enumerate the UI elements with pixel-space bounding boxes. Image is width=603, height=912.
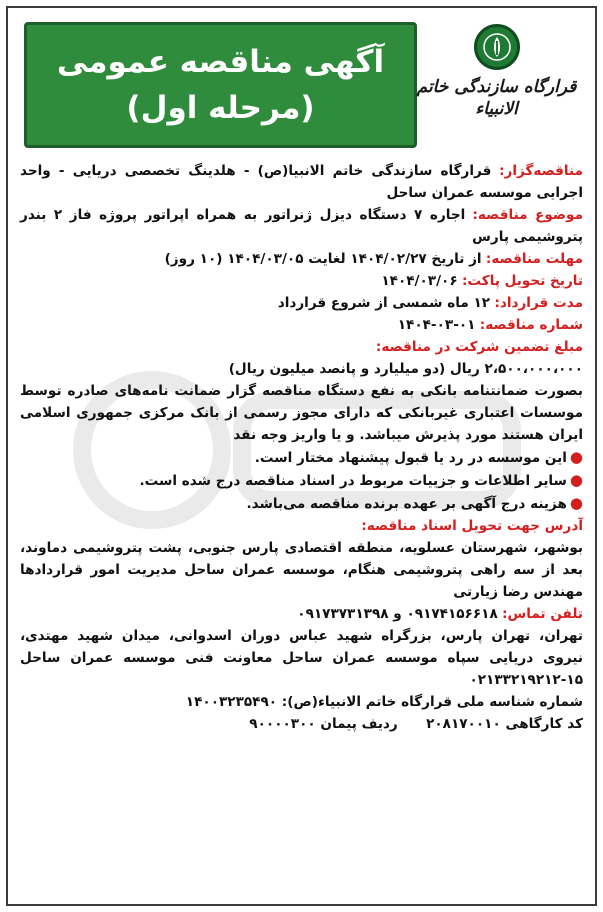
bullet-text-1: این موسسه در رد یا قبول پیشنهاد مختار است. <box>254 450 567 466</box>
organization-logo <box>414 22 579 148</box>
national-id: شماره شناسه ملی قرارگاه خاتم الانبیاء(ص): ۱۴۰۰۳۲۳۵۴۹۰ <box>185 694 583 710</box>
contract-row: ردیف پیمان ۹۰۰۰۰۳۰۰ <box>249 716 398 732</box>
bullet-item: ●سایر اطلاعات و جزییات مربوط در اسناد مناقصه درج شده است. <box>139 471 583 489</box>
phone-label: تلفن تماس: <box>502 606 583 622</box>
duration-value: ۱۲ ماه شمسی از شروع قرارداد <box>277 295 491 311</box>
title-line-2: (مرحله اول) <box>126 90 315 126</box>
organization-logo-text: قرارگاه سازندگی خاتم الانبیاء <box>416 77 577 119</box>
tenderer-value: قرارگاه سازندگی خاتم الانبیا(ص) - هلدینگ تخصصی دریایی - واحد اجرایی موسسه عمران ساحل <box>20 163 583 201</box>
delivery-value: ۱۴۰۴/۰۳/۰۶ <box>381 273 458 289</box>
title-banner <box>24 22 417 148</box>
address-label: آدرس جهت تحویل اسناد مناقصه: <box>361 518 583 534</box>
bullet-item: ●این موسسه در رد یا قبول پیشنهاد مختار است. <box>254 448 583 466</box>
deadline-label: مهلت مناقصه: <box>485 251 583 267</box>
notice-body <box>20 160 583 735</box>
subject-value: اجاره ۷ دستگاه دیزل ژنراتور به همراه اپراتور پروژه فاز ۲ بندر پتروشیمی پارس <box>20 207 583 245</box>
deadline-value: از تاریخ ۱۴۰۴/۰۲/۲۷ لغایت ۱۴۰۴/۰۳/۰۵ (۱۰ روز) <box>164 251 482 267</box>
guarantee-amount: ۲،۵۰۰،۰۰۰،۰۰۰ ریال (دو میلیارد و پانصد میلیون ریال) <box>228 361 583 377</box>
emblem-icon <box>474 24 520 70</box>
guarantee-label: مبلغ تضمین شرکت در مناقصه: <box>375 339 583 355</box>
delivery-label: تاریخ تحویل پاکت: <box>461 273 583 289</box>
bullet-text-2: سایر اطلاعات و جزییات مربوط در اسناد مناقصه درج شده است. <box>139 473 567 489</box>
notice-header <box>10 10 593 146</box>
tender-number-label: شماره مناقصه: <box>479 317 583 333</box>
workshop-code: کد کارگاهی ۲۰۸۱۷۰۰۱۰ <box>426 716 583 732</box>
tehran-address: تهران، تهران پارس، بزرگراه شهید عباس دوران اسدوانی، میدان شهید مهتدی، نیروی دریایی سپاه موسسه عمران ساحل معاونت فنی موسسه عمران ساحل ۱۵-۰۲۱۳۳۲۱۹۲۱۲ <box>20 628 583 688</box>
tender-number-value: ۰۱-۰۳-۱۴۰۴ <box>397 317 476 333</box>
subject-label: موضوع مناقصه: <box>472 207 583 223</box>
title-line-1: آگهی مناقصه عمومی <box>56 44 385 80</box>
guarantee-description: بصورت ضمانتنامه بانکی به نفع دستگاه مناقصه گزار ضمانت نامه‌های صادره توسط موسسات اعتباری غیربانکی که دارای مجوز رسمی از بانک مرکزی جمهوری اسلامی ایران هستند مورد پذیرش میباشد. و یا واریز وجه نقد <box>20 383 583 443</box>
bullet-item: ●هزینه درج آگهی بر عهده برنده مناقصه می‌باشد. <box>246 494 583 512</box>
bullet-text-3: هزینه درج آگهی بر عهده برنده مناقصه می‌باشد. <box>246 496 567 512</box>
phone-value: ۰۹۱۷۴۱۵۶۶۱۸ و ۰۹۱۷۳۷۳۱۳۹۸ <box>297 606 498 622</box>
tenderer-label: مناقصه‌گزار: <box>499 163 583 179</box>
address-value: بوشهر، شهرستان عسلویه، منطقه اقتصادی پارس جنوبی، پشت پتروشیمی دماوند، بعد از سه راهی پتروشیمی هنگام، موسسه عمران ساحل مدیریت امور قراردادها مهندس رضا زیارتی <box>20 540 583 600</box>
duration-label: مدت قرارداد: <box>494 295 583 311</box>
